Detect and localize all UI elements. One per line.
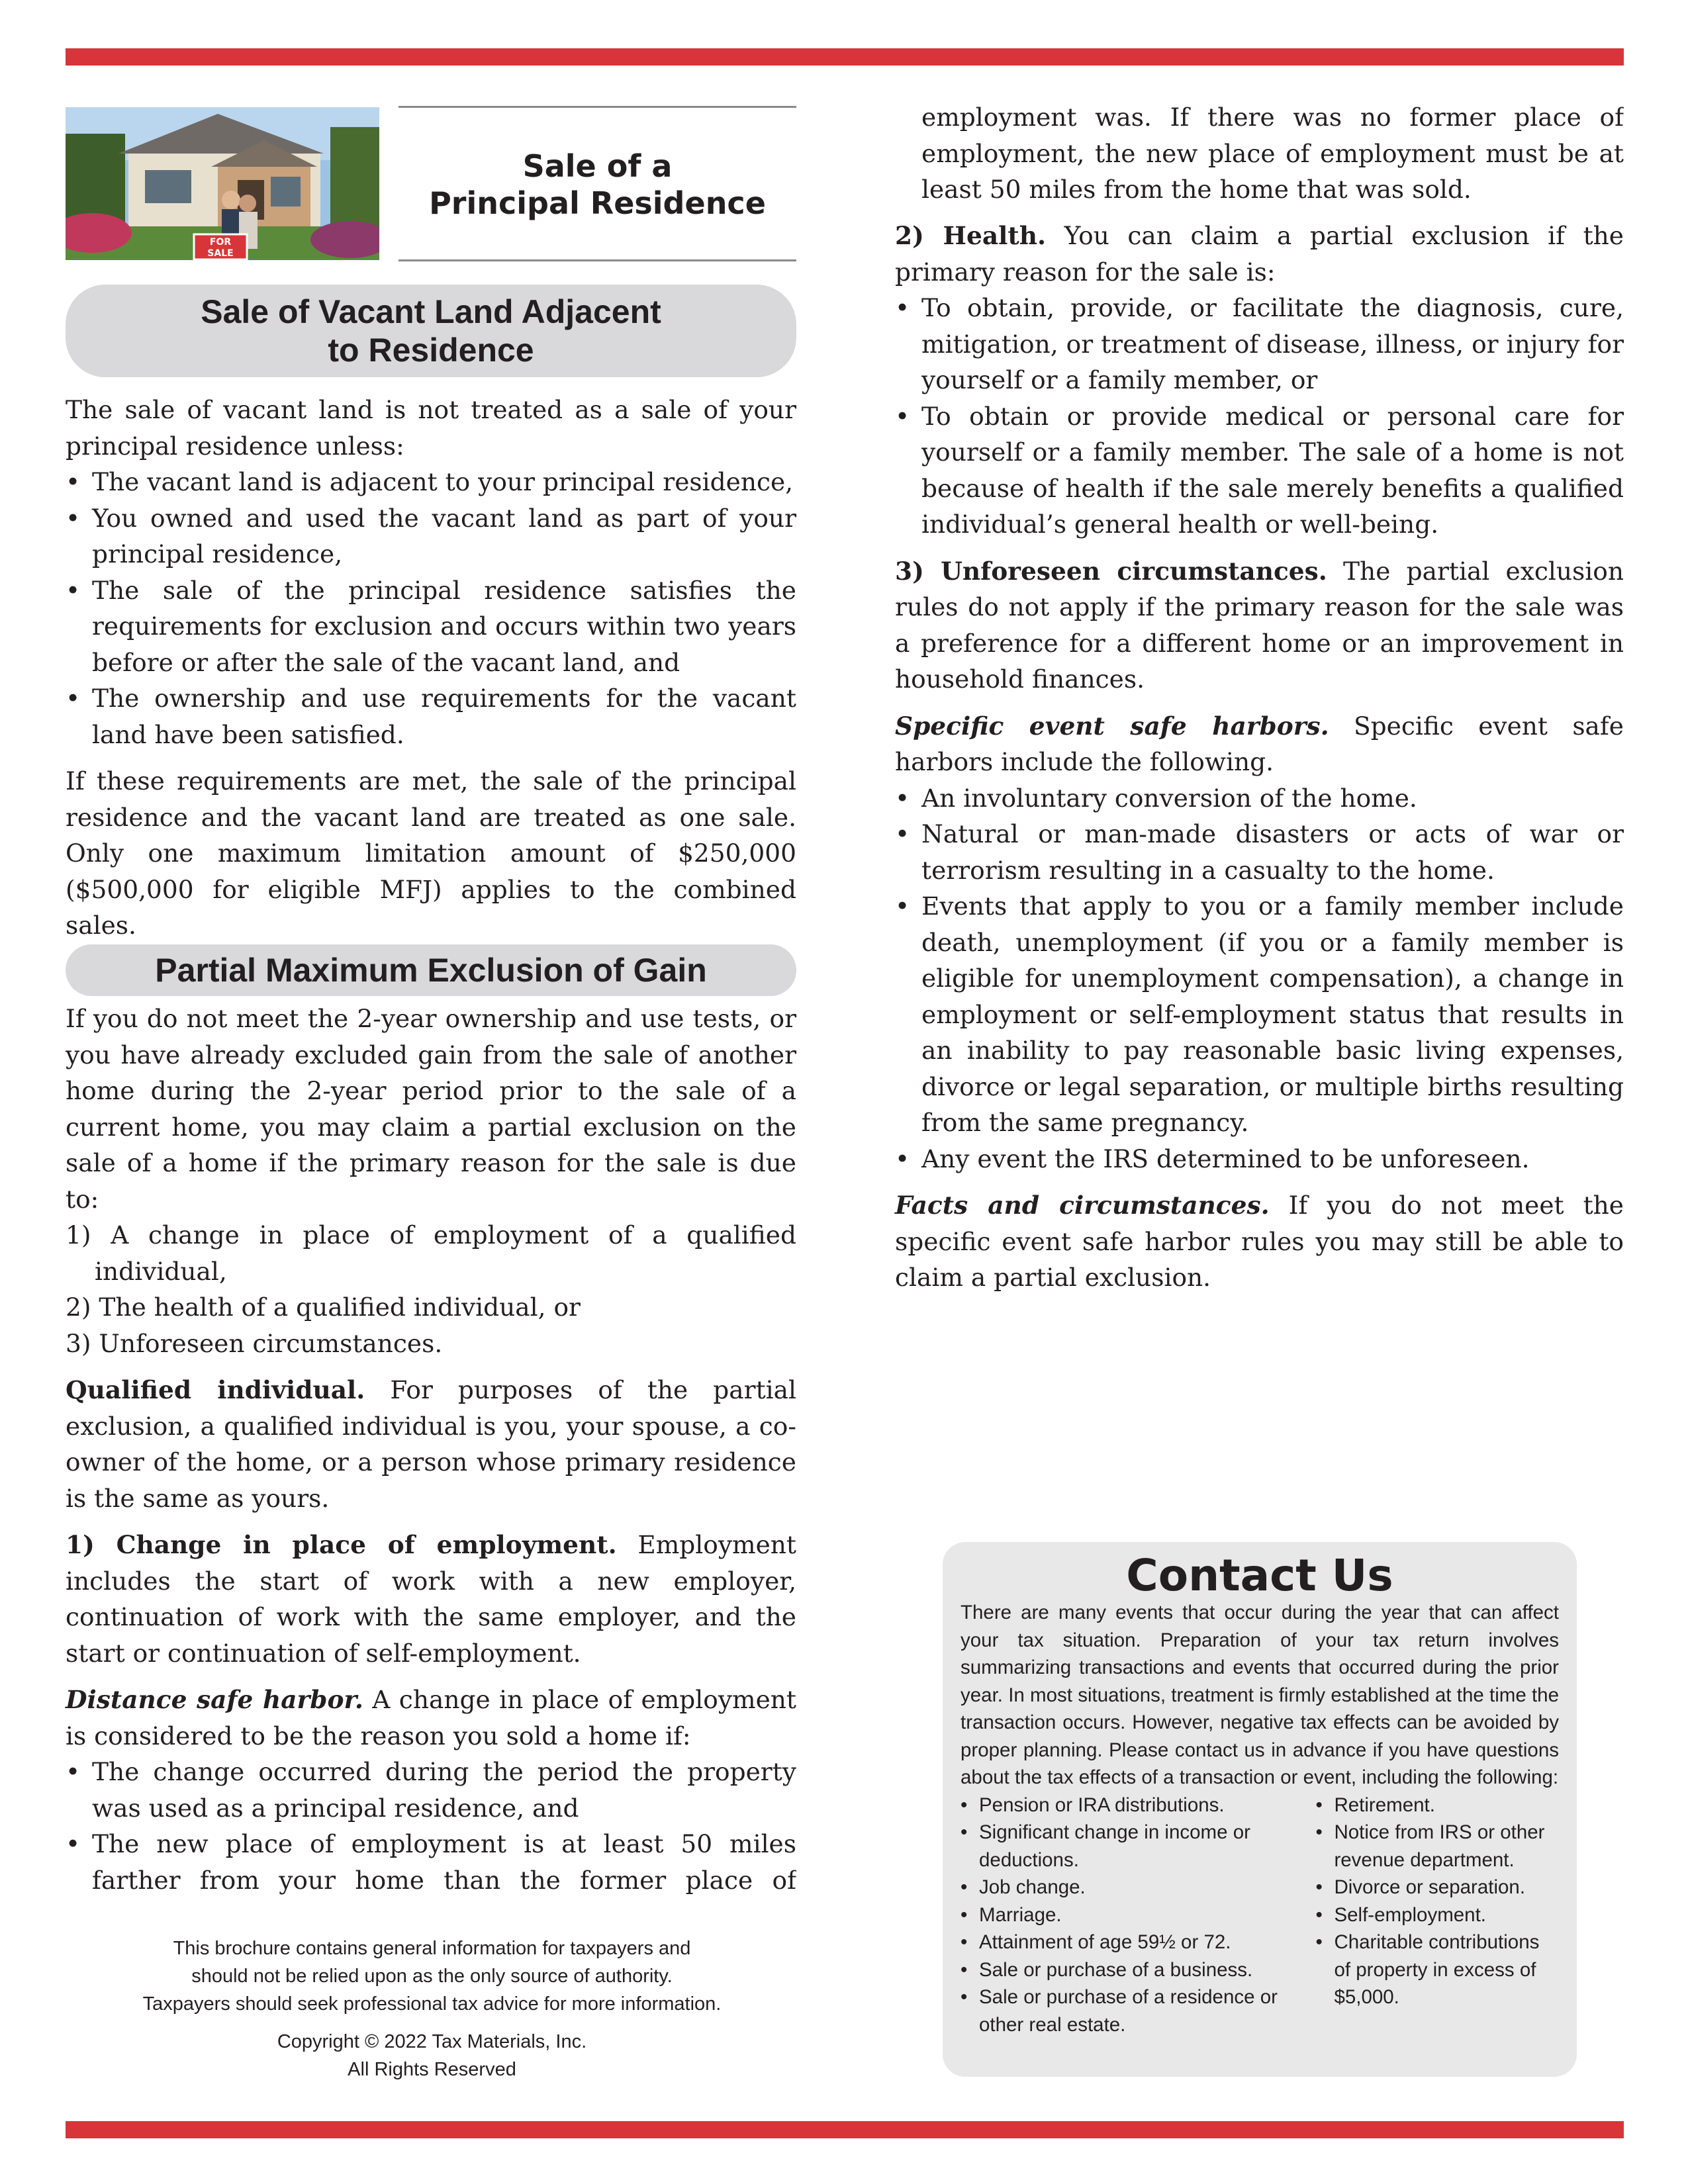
list-item: • The change occurred during the period the property was used as a principal residence, and: [66, 1757, 796, 1823]
list-item: • Sale or purchase of a residence or other real estate.: [961, 1986, 1278, 2036]
partial-exclusion-heading: Partial Maximum Exclusion of Gain: [66, 944, 796, 996]
title-line-1: Sale of a: [522, 148, 673, 184]
disclaimer-line: This brochure contains general information for taxpayers and: [173, 1938, 691, 1959]
contact-body: There are many events that occur during the year that can affect your tax situation. Preparation of your tax return involves summarizing transactions and events that occurred during the prior year. In most situations, treatment is firmly established at the time the transaction occurs. However, negative tax effects can be avoided by proper planning. Please contact us in advance if you have questions about the tax effects of a transaction or event, including the following:: [961, 1602, 1559, 1788]
contact-event-lists: [961, 1792, 1559, 2039]
disclaimer-line: Taxpayers should seek professional tax advice for more information.: [142, 1993, 722, 2015]
list-item: • Divorce or separation.: [1315, 1876, 1526, 1898]
bottom-accent-bar: [66, 2121, 1624, 2138]
vacant-land-heading: [66, 285, 796, 377]
list-item: • The ownership and use requirements for the vacant land have been satisfied.: [66, 684, 796, 749]
health-paragraph: 2) Health. You can claim a partial exclusion if the primary reason for the sale is:: [895, 221, 1624, 287]
top-accent-bar: [66, 48, 1624, 66]
distance-paragraph: Distance safe harbor. A change in place of employment is considered to be the reason you sold a home if:: [66, 1685, 796, 1751]
list-item: • The new place of employment is at least 50 miles farther from your home than the former place of: [66, 1829, 796, 1895]
list-item: • Pension or IRA distributions.: [961, 1794, 1225, 1816]
right-column: [895, 99, 1624, 1306]
partial-exclusion-section: [66, 1001, 796, 1898]
list-item: • Attainment of age 59½ or 72.: [961, 1931, 1231, 1953]
copyright-line: Copyright © 2022 Tax Materials, Inc.: [277, 2031, 587, 2052]
list-item: • To obtain or provide medical or personal care for yourself or a family member. The sale of a home is not because of health if the sale merely benefits a qualified individual’s general health or well-being.: [895, 401, 1624, 539]
list-item: • You owned and used the vacant land as part of your principal residence,: [66, 503, 796, 569]
vacant-land-intro: The sale of vacant land is not treated as a sale of your principal residence unless:: [66, 395, 796, 461]
list-item: • To obtain, provide, or facilitate the diagnosis, cure, mitigation, or treatment of disease, illness, or injury for yourself or a family member, or: [895, 293, 1624, 394]
safe-harbor-paragraph: Specific event safe harbors. Specific event safe harbors include the following.: [895, 711, 1624, 776]
list-item: • The sale of the principal residence satisfies the requirements for exclusion and occurs within two years before or after the sale of the vacant land, and: [66, 575, 796, 677]
list-item: • Marriage.: [961, 1903, 1062, 1926]
vacant-land-section: [66, 392, 796, 954]
employment-paragraph: 1) Change in place of employment. Employment includes the start of work with a new employer, continuation of work with the same employer, and the start or continuation of self-employment.: [66, 1530, 796, 1668]
brochure-title: [399, 110, 796, 259]
title-rule-top: [399, 106, 796, 108]
house-photo: [66, 107, 379, 260]
list-item: • Self-employment.: [1315, 1903, 1486, 1926]
reason-item: 1) A change in place of employment of a qualified individual,: [66, 1220, 796, 1286]
list-item: • Charitable contributions of property in excess of $5,000.: [1315, 1931, 1540, 2008]
title-rule-bottom: [399, 259, 796, 261]
svg-text:SALE: SALE: [207, 248, 234, 259]
list-item: • Notice from IRS or other revenue department.: [1315, 1821, 1545, 1871]
reason-item: 3) Unforeseen circumstances.: [66, 1328, 443, 1358]
svg-text:FOR: FOR: [209, 237, 232, 248]
copyright-line: All Rights Reserved: [348, 2059, 516, 2080]
list-item: • Events that apply to you or a family member include death, unemployment (if you or a family member is eligible for unemployment compensation), a change in employment or self-employment status that results in an inability to pay reasonable basic living expenses, divorce or legal separation, or multiple births resulting from the same pregnancy.: [895, 891, 1624, 1137]
list-item: • The vacant land is adjacent to your principal residence,: [66, 467, 794, 496]
list-item: • Natural or man-made disasters or acts of war or terrorism resulting in a casualty to the home.: [895, 819, 1624, 885]
partial-intro: If you do not meet the 2-year ownership and use tests, or you have already excluded gain from the sale of another home during the 2-year period prior to the sale of a current home, you may claim a partial exclusion on the sale of a home if the primary reason for the sale is due to:: [66, 1004, 796, 1214]
list-item: • Any event the IRS determined to be unforeseen.: [895, 1144, 1530, 1173]
qualified-individual-paragraph: Qualified individual. For purposes of the partial exclusion, a qualified individual is you, your spouse, a co-owner of the home, or a person whose primary residence is the same as yours.: [66, 1375, 797, 1513]
contact-list-right: [1315, 1792, 1559, 2039]
disclaimer-line: should not be relied upon as the only source of authority.: [191, 1966, 673, 1987]
disclaimer: [106, 1934, 758, 2018]
heading-line-2: to Residence: [328, 332, 534, 369]
title-line-2: Principal Residence: [429, 185, 766, 221]
list-item: • Significant change in income or deductions.: [961, 1821, 1250, 1871]
list-item: • An involuntary conversion of the home.: [895, 783, 1417, 813]
heading-line-1: Sale of Vacant Land Adjacent: [201, 293, 661, 330]
vacant-land-closing: If these requirements are met, the sale of the principal residence and the vacant land are treated as one sale. Only one maximum limitation amount of $250,000 ($500,000 for eligible MFJ) applies to the combined sales.: [66, 766, 796, 940]
list-item: • Job change.: [961, 1876, 1086, 1898]
contact-list-left: [961, 1792, 1315, 2039]
copyright: [106, 2028, 758, 2083]
contact-us-box: [943, 1542, 1577, 2077]
list-item: • Retirement.: [1315, 1794, 1435, 1816]
contact-title: Contact Us: [1126, 1550, 1393, 1601]
list-item-continued: employment was. If there was no former place of employment, the new place of employment must be at least 50 miles from the home that was sold.: [921, 103, 1624, 204]
list-item: • Sale or purchase of a business.: [961, 1958, 1253, 1981]
unforeseen-paragraph: 3) Unforeseen circumstances. The partial exclusion rules do not apply if the primary reason for the sale was a preference for a different home or an improvement in household finances.: [895, 556, 1624, 694]
facts-paragraph: Facts and circumstances. If you do not meet the specific event safe harbor rules you may still be able to claim a partial exclusion.: [895, 1191, 1624, 1292]
reason-item: 2) The health of a qualified individual, or: [66, 1293, 581, 1322]
